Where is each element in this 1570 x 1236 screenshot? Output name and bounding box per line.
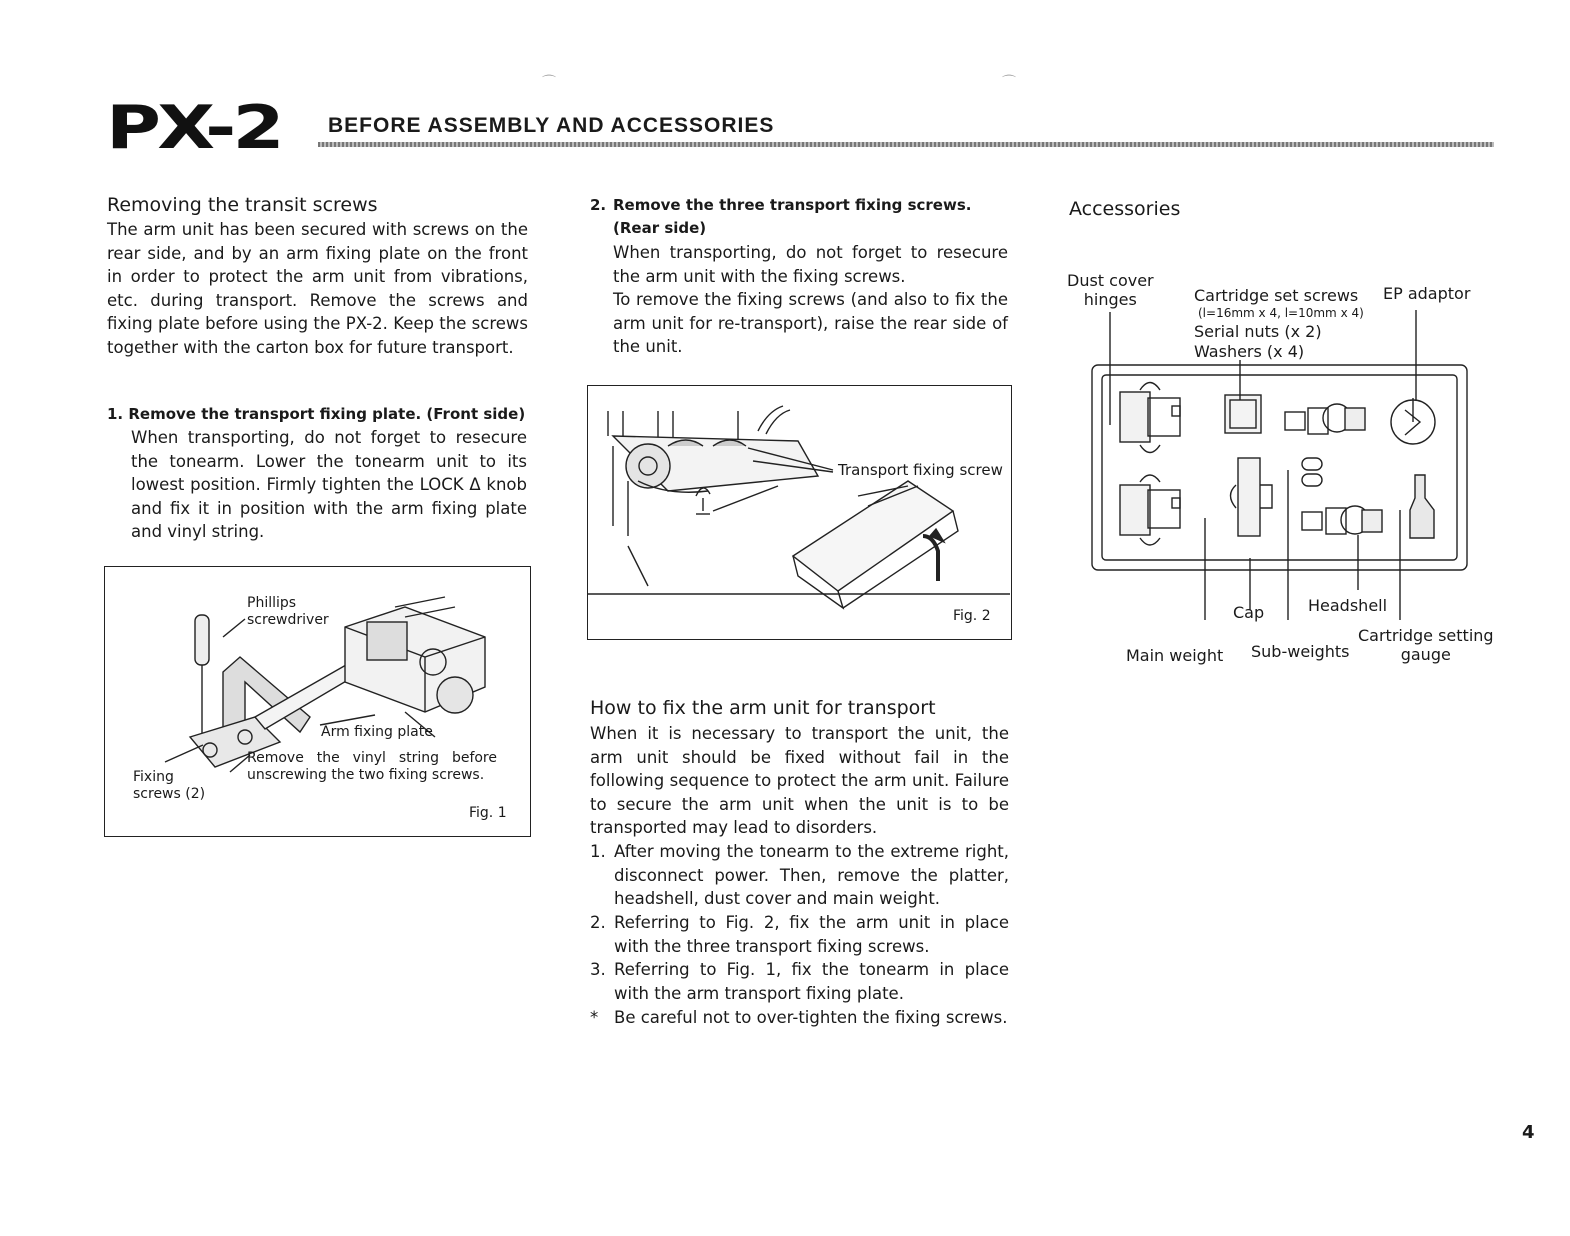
step2-text-b: To remove the fixing screws (and also to fix the arm unit for re-transport), raise the rear side of the unit. [613, 290, 1008, 357]
transport-step [590, 958, 1009, 1005]
figure-2 [587, 385, 1012, 640]
step1-heading [107, 403, 527, 426]
step1-title: Remove the transport fixing plate. (Front side) [128, 405, 526, 423]
product-logo: PX-2 [106, 93, 281, 163]
step1-number: 1. [107, 405, 124, 423]
label-serial-nuts: Serial nuts (x 2) [1194, 322, 1322, 341]
page-number: 4 [1522, 1122, 1535, 1143]
label-ep-adaptor: EP adaptor [1383, 284, 1471, 303]
transport-step-text: Be careful not to over-tighten the fixing screws. [614, 1008, 1008, 1027]
transport-step-text: After moving the tonearm to the extreme right, disconnect power. Then, remove the platter, headshell, dust cover and main weight. [614, 842, 1009, 909]
label-cartridge-setting-gauge: Cartridge setting gauge [1358, 626, 1494, 664]
transport-intro: When it is necessary to transport the unit, the arm unit should be fixed without fail in the following sequence to protect the arm unit. Failure to secure the arm unit when the unit is to be transported may lead to disorders. [590, 724, 1009, 838]
scan-mark: ⌒ [1002, 75, 1016, 91]
label-fixing-screws: Fixing screws (2) [133, 769, 206, 802]
label-phillips-screwdriver: Phillips screwdriver [247, 595, 329, 628]
header-rule [318, 142, 1494, 147]
label-cap: Cap [1233, 603, 1265, 622]
figure-2-caption: Fig. 2 [953, 608, 991, 624]
figure-2-illustration [588, 386, 1010, 638]
transport-step-number: * [590, 1008, 599, 1027]
intro-paragraph: The arm unit has been secured with screws on the rear side, and by an arm fixing plate on the front in order to protect the arm unit from vibrations, etc. during transport. Remove the screws and fixing plate before using the PX-2. Keep the screws together with the carton box for future transport. [107, 220, 528, 357]
step2-text-a: When transporting, do not forget to resecure the arm unit with the fixing screws. [613, 243, 1008, 286]
section-title-transport: How to fix the arm unit for transport [590, 697, 936, 719]
step2-title: Remove the three transport fixing screws. (Rear side) [613, 196, 972, 237]
label-vinyl-note: Remove the vinyl string before unscrewing the two fixing screws. [247, 750, 497, 783]
transport-step [590, 1006, 1009, 1030]
transport-step [590, 911, 1009, 958]
figure-1-caption: Fig. 1 [469, 805, 507, 821]
transport-step-number: 1. [590, 842, 606, 861]
label-washers: Washers (x 4) [1194, 342, 1305, 361]
transport-step-text: Referring to Fig. 2, fix the arm unit in place with the three transport fixing screws. [614, 913, 1009, 956]
step2-heading [590, 194, 1010, 240]
label-main-weight: Main weight [1126, 646, 1224, 665]
step2-number: 2. [590, 196, 607, 214]
section-title-accessories: Accessories [1069, 198, 1181, 220]
page-title: BEFORE ASSEMBLY AND ACCESSORIES [328, 114, 775, 137]
figure-1 [104, 566, 531, 837]
transport-step [590, 840, 1009, 911]
label-dust-cover-hinges: Dust cover hinges [1067, 271, 1154, 309]
section-title-removing: Removing the transit screws [107, 194, 378, 216]
label-screw-sizes: (l=16mm x 4, l=10mm x 4) [1198, 306, 1364, 320]
transport-step-number: 2. [590, 913, 606, 932]
label-sub-weights: Sub-weights [1251, 642, 1350, 661]
label-headshell: Headshell [1308, 596, 1388, 615]
scan-mark: ⌒ [542, 75, 556, 91]
label-transport-fixing-screw: Transport fixing screw [838, 461, 1003, 479]
label-arm-fixing-plate: Arm fixing plate [321, 724, 433, 740]
transport-step-number: 3. [590, 960, 606, 979]
label-cartridge-set-screws: Cartridge set screws [1194, 286, 1359, 305]
step1-text: When transporting, do not forget to resecure the tonearm. Lower the tonearm unit to its lowest position. Firmly tighten the LOCK Δ knob and fix it in position with the arm fixing plate and vinyl string. [131, 428, 527, 542]
transport-step-text: Referring to Fig. 1, fix the tonearm in place with the arm transport fixing plate. [614, 960, 1009, 1003]
